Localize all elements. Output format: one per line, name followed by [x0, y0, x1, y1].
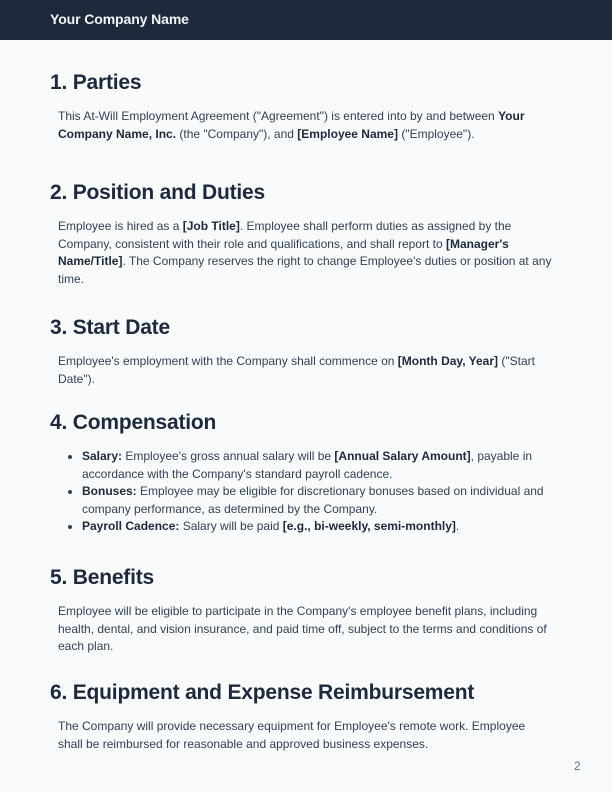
section-compensation	[50, 410, 560, 536]
text: Employee's employment with the Company shall commence on	[58, 354, 398, 368]
manager-placeholder: [Manager's Name/Title]	[58, 236, 509, 268]
text: Employee will be eligible to participate in the Company's employee benefit plans, including health, dental, and vision insurance, and paid time off, subject to the terms and conditions of each plan.	[58, 604, 547, 653]
text: Salary will be paid	[179, 519, 283, 533]
text: , payable in accordance with the Company's standard payroll cadence.	[82, 449, 533, 481]
section-equipment-expenses	[50, 680, 590, 753]
item-label: Salary:	[82, 449, 123, 463]
text: .	[455, 519, 460, 533]
list-item-payroll-cadence	[82, 518, 552, 536]
text: Employee is hired as a	[58, 219, 183, 233]
page-number: 2	[574, 759, 581, 773]
company-legal-name: Your Company Name, Inc.	[58, 109, 525, 141]
section-parties	[50, 70, 560, 143]
section-paragraph	[58, 108, 553, 143]
section-heading: 4. Compensation	[50, 411, 217, 434]
company-name: Your Company Name	[50, 11, 189, 27]
text: . The Company reserves the right to change Employee's duties or position at any time.	[58, 254, 552, 286]
page-header	[0, 0, 612, 40]
section-heading: 3. Start Date	[50, 316, 170, 339]
section-paragraph	[58, 603, 553, 656]
section-benefits	[50, 565, 560, 656]
item-label: Payroll Cadence:	[82, 519, 180, 533]
item-label: Bonuses:	[82, 484, 137, 498]
text: The Company will provide necessary equipment for Employee's remote work. Employee shall be reimbursed for reasonable and approved business expenses.	[58, 719, 526, 751]
section-position-duties	[50, 180, 560, 288]
salary-placeholder: [Annual Salary Amount]	[334, 449, 471, 463]
section-heading: 2. Position and Duties	[50, 181, 265, 204]
start-date-placeholder: [Month Day, Year]	[397, 354, 499, 368]
text: Employee's gross annual salary will be	[122, 449, 335, 463]
compensation-list	[50, 448, 552, 536]
cadence-placeholder: [e.g., bi-weekly, semi-monthly]	[282, 519, 456, 533]
section-paragraph	[58, 718, 553, 753]
job-title-placeholder: [Job Title]	[182, 219, 240, 233]
list-item-bonuses	[82, 483, 552, 518]
text: ("Employee").	[397, 126, 475, 141]
text: ("Start Date").	[58, 354, 535, 386]
text: Employee may be eligible for discretionary bonuses based on individual and company performance, as determined by the Company.	[82, 484, 544, 516]
section-heading: 6. Equipment and Expense Reimbursement	[50, 681, 475, 704]
employee-name-placeholder: [Employee Name]	[297, 126, 398, 141]
text: This At-Will Employment Agreement ("Agreement") is entered into by and between	[58, 109, 499, 123]
list-item-salary	[82, 448, 552, 483]
section-paragraph	[58, 353, 553, 388]
section-heading: 5. Benefits	[50, 566, 154, 589]
text: (the "Company"), and	[176, 126, 298, 141]
text: . Employee shall perform duties as assigned by the Company, consistent with their role and qualifications, and shall report to	[58, 219, 512, 251]
section-heading: 1. Parties	[50, 71, 142, 94]
section-paragraph	[58, 218, 553, 288]
section-start-date	[50, 315, 560, 388]
